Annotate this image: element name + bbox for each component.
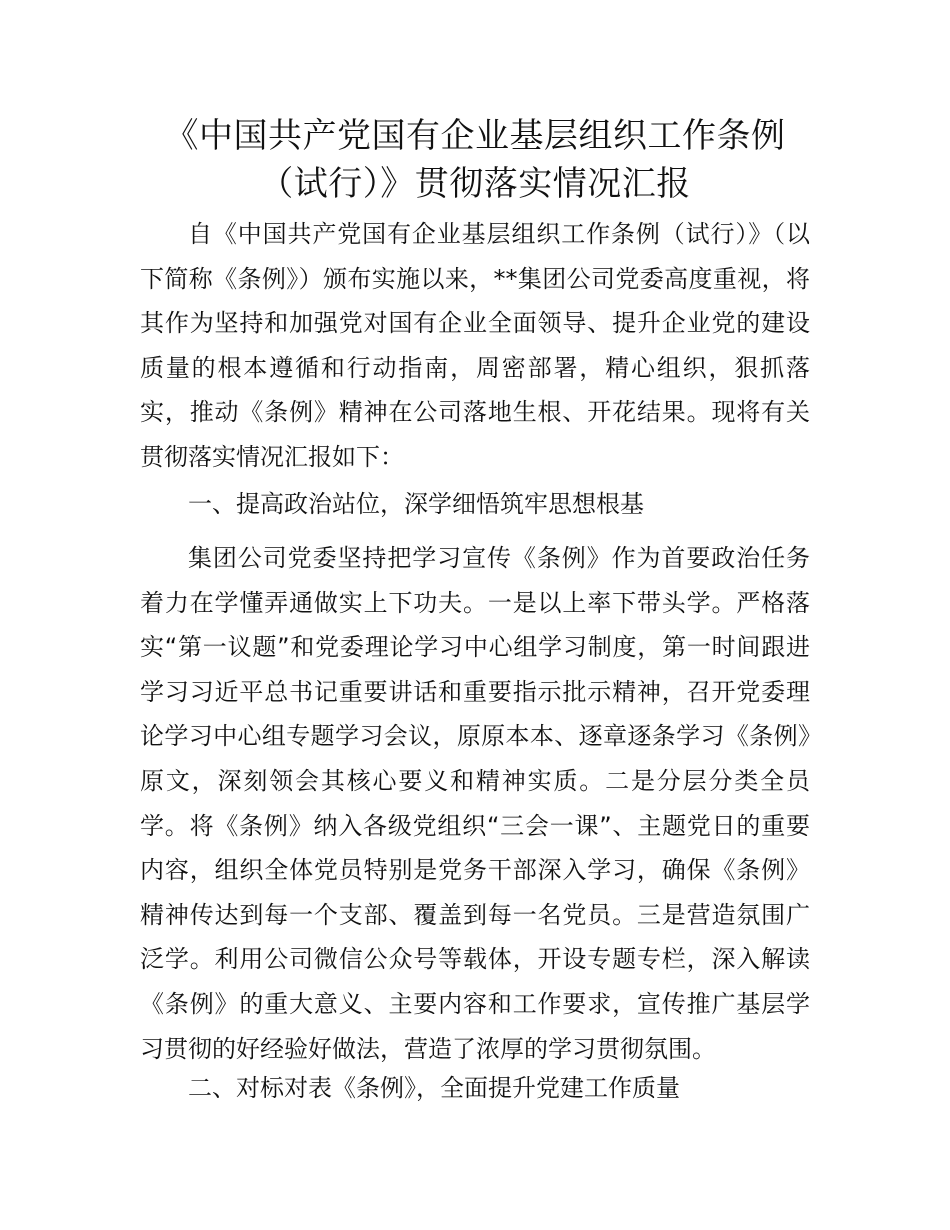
document-title: 《中国共产党国有企业基层组织工作条例（试行）》贯彻落实情况汇报 [164,116,786,204]
section-heading-1: 一、提高政治站位，深学细悟筑牢思想根基 [188,490,644,518]
section-heading-2: 二、对标对表《条例》，全面提升党建工作质量 [188,1074,680,1102]
section-1-paragraph: 集团公司党委坚持把学习宣传《条例》作为首要政治任务着力在学懂弄通做实上下功夫。一是以上率下带头学。严格落实“第一议题”和党委理论学习中心组学习制度，第一时间跟进学习习近平总书记重要讲话和重要指示批示精神，召开党委理论学习中心组专题学习会议，原原本本、逐章逐条学习《条例》原文，深刻领会其核心要义和精神实质。二是分层分类全员学。将《条例》纳入各级党组织“三会一课”、主题党日的重要内容，组织全体党员特别是党务干部深入学习，确保《条例》精神传达到每一个支部、覆盖到每一名党员。三是营造氛围广泛学。利用公司微信公众号等载体，开设专题专栏，深入解读《条例》的重大意义、主要内容和工作要求，宣传推广基层学习贯彻的好经验好做法，营造了浓厚的学习贯彻氛围。 [140,544,810,1063]
intro-paragraph: 自《中国共产党国有企业基层组织工作条例（试行）》（以下简称《条例》）颁布实施以来，**集团公司党委高度重视，将其作为坚持和加强党对国有企业全面领导、提升企业党的建设质量的根本遵循和行动指南，周密部署，精心组织，狠抓落实，推动《条例》精神在公司落地生根、开花结果。现将有关贯彻落实情况汇报如下： [140,220,810,471]
